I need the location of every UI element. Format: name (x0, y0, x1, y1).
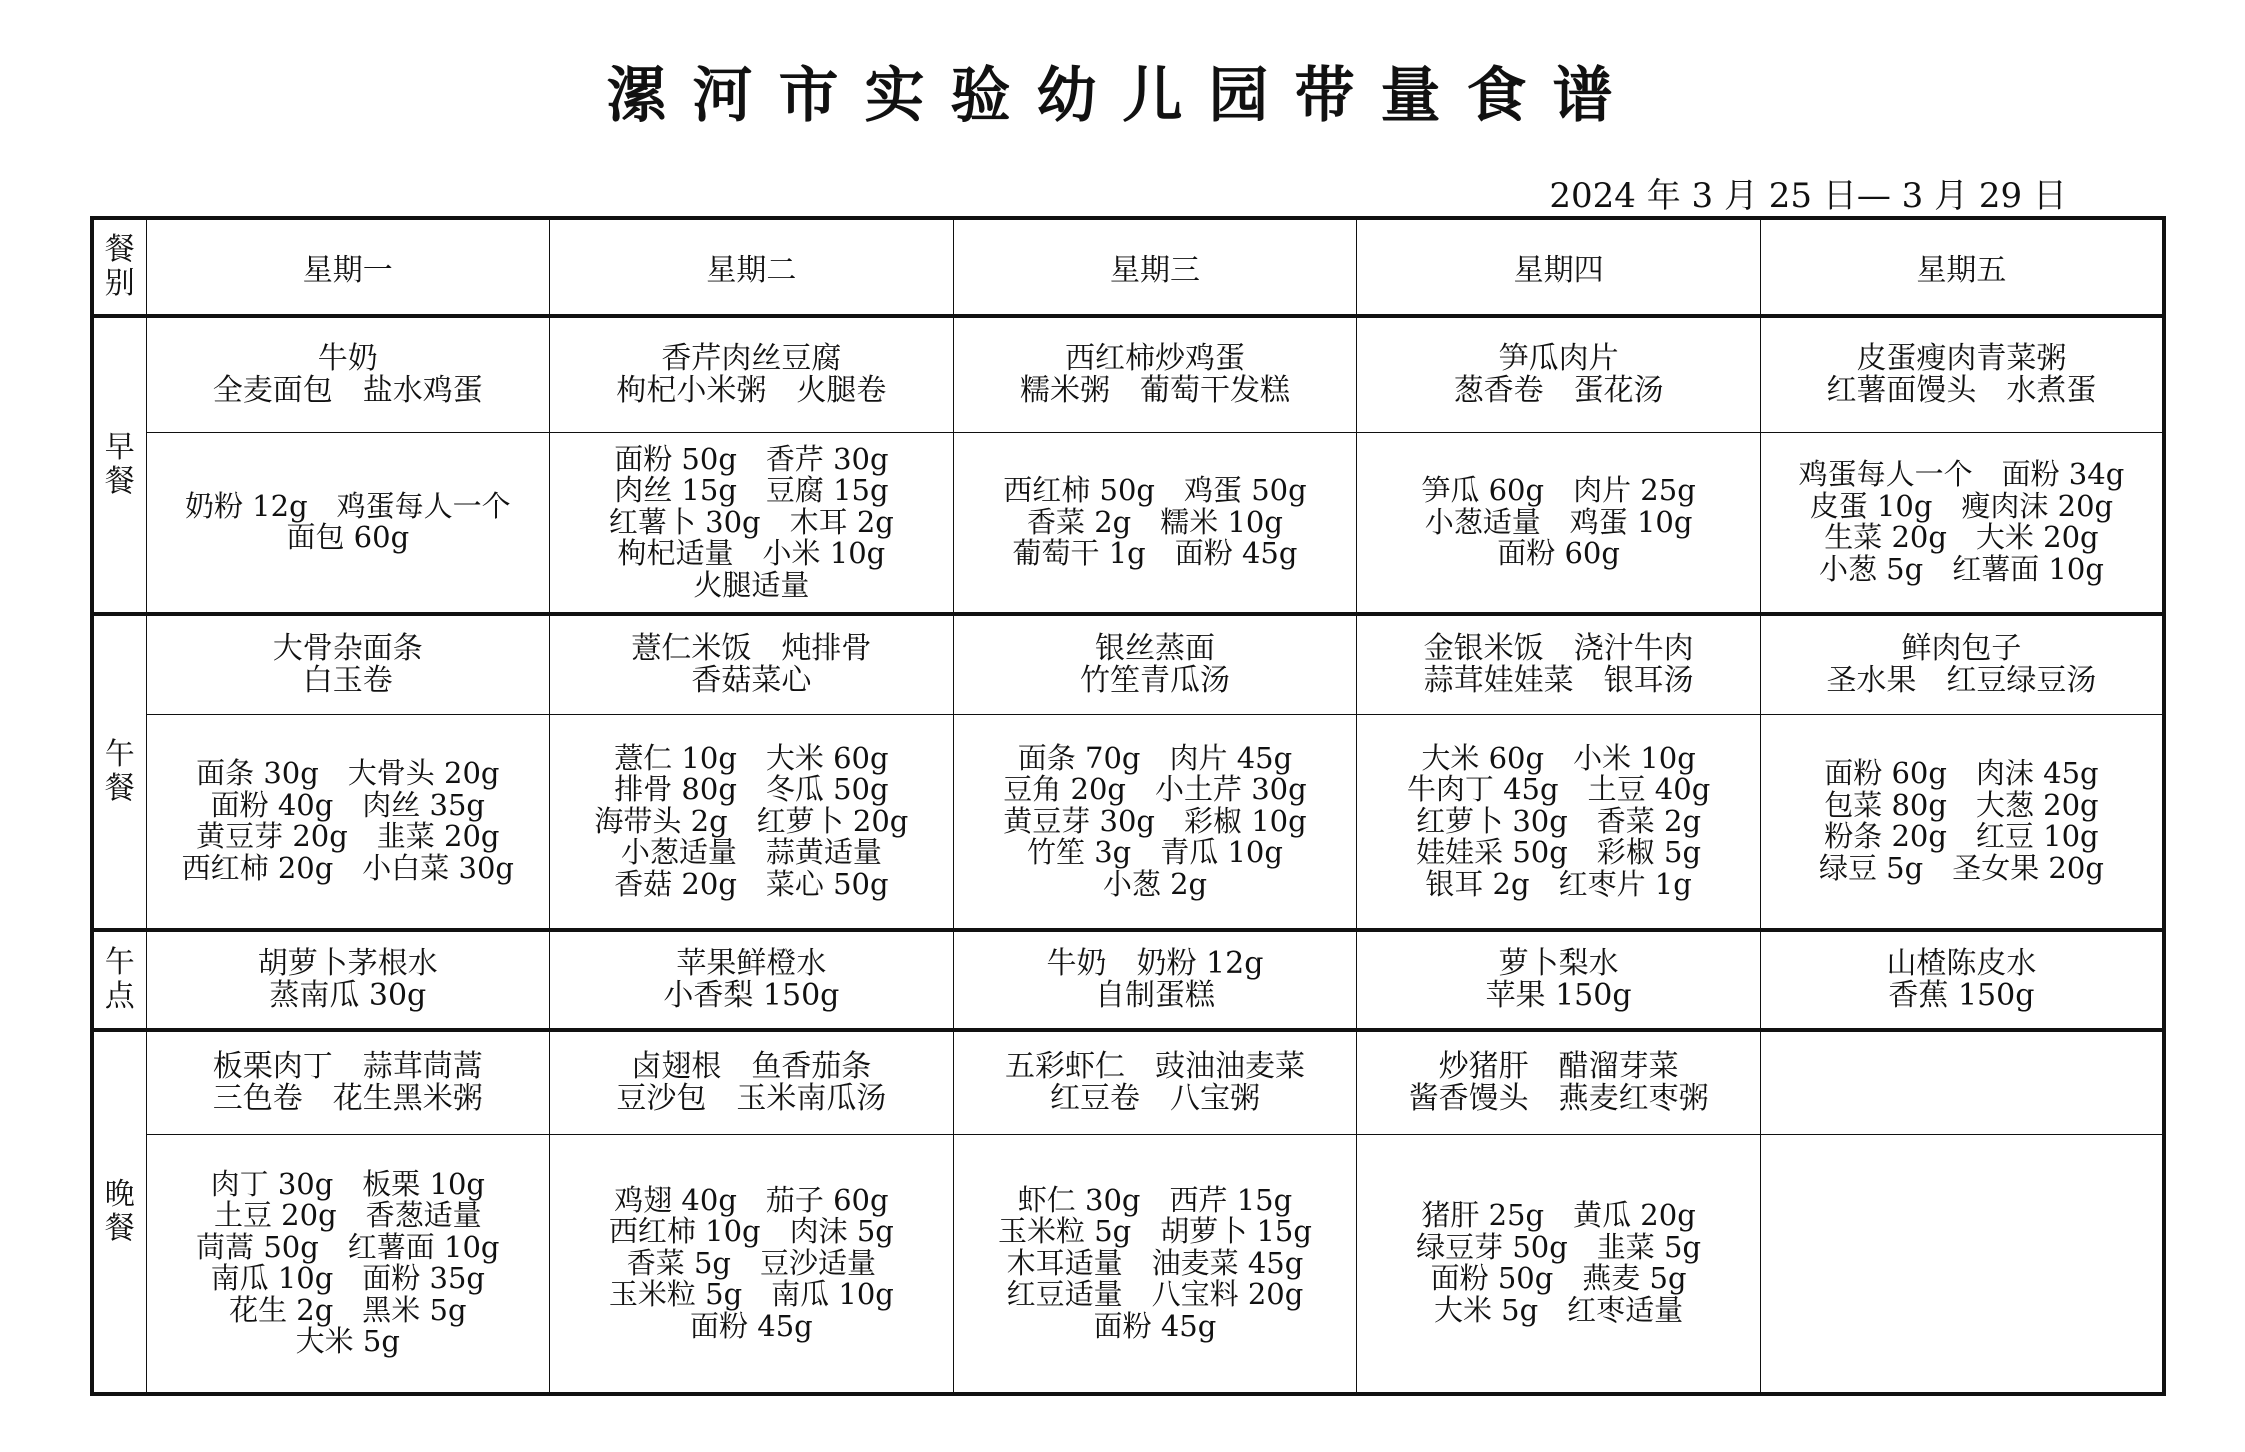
dinner-ingredients-fri (1760, 1134, 2164, 1394)
dinner-ingredients-tue: 鸡翅 40g 茄子 60g 西红柿 10g 肉沫 5g 香菜 5g 豆沙适量 玉米粒 5g 南瓜 10g 面粉 45g (550, 1134, 954, 1394)
breakfast-dish-mon: 牛奶 全麦面包 盐水鸡蛋 (146, 316, 550, 432)
lunch-dish-mon: 大骨杂面条 白玉卷 (146, 614, 550, 714)
snack-mon: 胡萝卜茅根水 蒸南瓜 30g (146, 930, 550, 1030)
breakfast-dish-thu: 笋瓜肉片 葱香卷 蛋花汤 (1357, 316, 1761, 432)
breakfast-ingredients-thu: 笋瓜 60g 肉片 25g 小葱适量 鸡蛋 10g 面粉 60g (1357, 432, 1761, 614)
lunch-ingredients-mon: 面条 30g 大骨头 20g 面粉 40g 肉丝 35g 黄豆芽 20g 韭菜 20g 西红柿 20g 小白菜 30g (146, 714, 550, 930)
snack-thu: 萝卜梨水 苹果 150g (1357, 930, 1761, 1030)
day-header-mon: 星期一 (146, 218, 550, 316)
breakfast-dishes-row (92, 316, 2164, 432)
dinner-dishes-row (92, 1030, 2164, 1134)
breakfast-ingredients-row (92, 432, 2164, 614)
dinner-dish-wed: 五彩虾仁 豉油油麦菜 红豆卷 八宝粥 (953, 1030, 1357, 1134)
breakfast-dish-tue: 香芹肉丝豆腐 枸杞小米粥 火腿卷 (550, 316, 954, 432)
breakfast-ingredients-tue: 面粉 50g 香芹 30g 肉丝 15g 豆腐 15g 红薯卜 30g 木耳 2g 枸杞适量 小米 10g 火腿适量 (550, 432, 954, 614)
day-header-thu: 星期四 (1357, 218, 1761, 316)
snack-wed: 牛奶 奶粉 12g 自制蛋糕 (953, 930, 1357, 1030)
lunch-dish-wed: 银丝蒸面 竹笙青瓜汤 (953, 614, 1357, 714)
day-header-tue: 星期二 (550, 218, 954, 316)
dinner-ingredients-row (92, 1134, 2164, 1394)
lunch-dish-thu: 金银米饭 浇汁牛肉 蒜茸娃娃菜 银耳汤 (1357, 614, 1761, 714)
dinner-ingredients-wed: 虾仁 30g 西芹 15g 玉米粒 5g 胡萝卜 15g 木耳适量 油麦菜 45g 红豆适量 八宝料 20g 面粉 45g (953, 1134, 1357, 1394)
document-title: 漯河市实验幼儿园带量食谱 (606, 61, 1639, 131)
breakfast-ingredients-fri: 鸡蛋每人一个 面粉 34g 皮蛋 10g 瘦肉沫 20g 生菜 20g 大米 20g 小葱 5g 红薯面 10g (1760, 432, 2164, 614)
lunch-ingredients-wed: 面条 70g 肉片 45g 豆角 20g 小土芹 30g 黄豆芽 30g 彩椒 10g 竹笙 3g 青瓜 10g 小葱 2g (953, 714, 1357, 930)
snack-row (92, 930, 2164, 1030)
lunch-dish-fri: 鲜肉包子 圣水果 红豆绿豆汤 (1760, 614, 2164, 714)
dinner-ingredients-mon: 肉丁 30g 板栗 10g 土豆 20g 香葱适量 茼蒿 50g 红薯面 10g 南瓜 10g 面粉 35g 花生 2g 黑米 5g 大米 5g (146, 1134, 550, 1394)
dinner-ingredients-thu: 猪肝 25g 黄瓜 20g 绿豆芽 50g 韭菜 5g 面粉 50g 燕麦 5g 大米 5g 红枣适量 (1357, 1134, 1761, 1394)
lunch-dishes-row (92, 614, 2164, 714)
meal-label-snack: 午点 (92, 930, 146, 1030)
dinner-dish-thu: 炒猪肝 醋溜芽菜 酱香馒头 燕麦红枣粥 (1357, 1030, 1761, 1134)
lunch-ingredients-fri: 面粉 60g 肉沫 45g 包菜 80g 大葱 20g 粉条 20g 红豆 10g 绿豆 5g 圣女果 20g (1760, 714, 2164, 930)
meal-column-header: 餐别 (92, 218, 146, 316)
date-range: 2024 年 3 月 25 日— 3 月 29 日 (1549, 176, 2067, 216)
breakfast-ingredients-wed: 西红柿 50g 鸡蛋 50g 香菜 2g 糯米 10g 葡萄干 1g 面粉 45g (953, 432, 1357, 614)
day-header-wed: 星期三 (953, 218, 1357, 316)
menu-table (90, 216, 2166, 1396)
header-row (92, 218, 2164, 316)
snack-tue: 苹果鲜橙水 小香梨 150g (550, 930, 954, 1030)
breakfast-dish-wed: 西红柿炒鸡蛋 糯米粥 葡萄干发糕 (953, 316, 1357, 432)
dinner-dish-mon: 板栗肉丁 蒜茸茼蒿 三色卷 花生黑米粥 (146, 1030, 550, 1134)
dinner-dish-tue: 卤翅根 鱼香茄条 豆沙包 玉米南瓜汤 (550, 1030, 954, 1134)
lunch-ingredients-row (92, 714, 2164, 930)
lunch-ingredients-thu: 大米 60g 小米 10g 牛肉丁 45g 土豆 40g 红萝卜 30g 香菜 2g 娃娃采 50g 彩椒 5g 银耳 2g 红枣片 1g (1357, 714, 1761, 930)
meal-label-lunch: 午餐 (92, 614, 146, 930)
lunch-dish-tue: 薏仁米饭 炖排骨 香菇菜心 (550, 614, 954, 714)
dinner-dish-fri (1760, 1030, 2164, 1134)
breakfast-ingredients-mon: 奶粉 12g 鸡蛋每人一个 面包 60g (146, 432, 550, 614)
snack-fri: 山楂陈皮水 香蕉 150g (1760, 930, 2164, 1030)
breakfast-dish-fri: 皮蛋瘦肉青菜粥 红薯面馒头 水煮蛋 (1760, 316, 2164, 432)
lunch-ingredients-tue: 薏仁 10g 大米 60g 排骨 80g 冬瓜 50g 海带头 2g 红萝卜 20g 小葱适量 蒜黄适量 香菇 20g 菜心 50g (550, 714, 954, 930)
meal-label-breakfast: 早餐 (92, 316, 146, 614)
meal-label-dinner: 晚餐 (92, 1030, 146, 1394)
day-header-fri: 星期五 (1760, 218, 2164, 316)
